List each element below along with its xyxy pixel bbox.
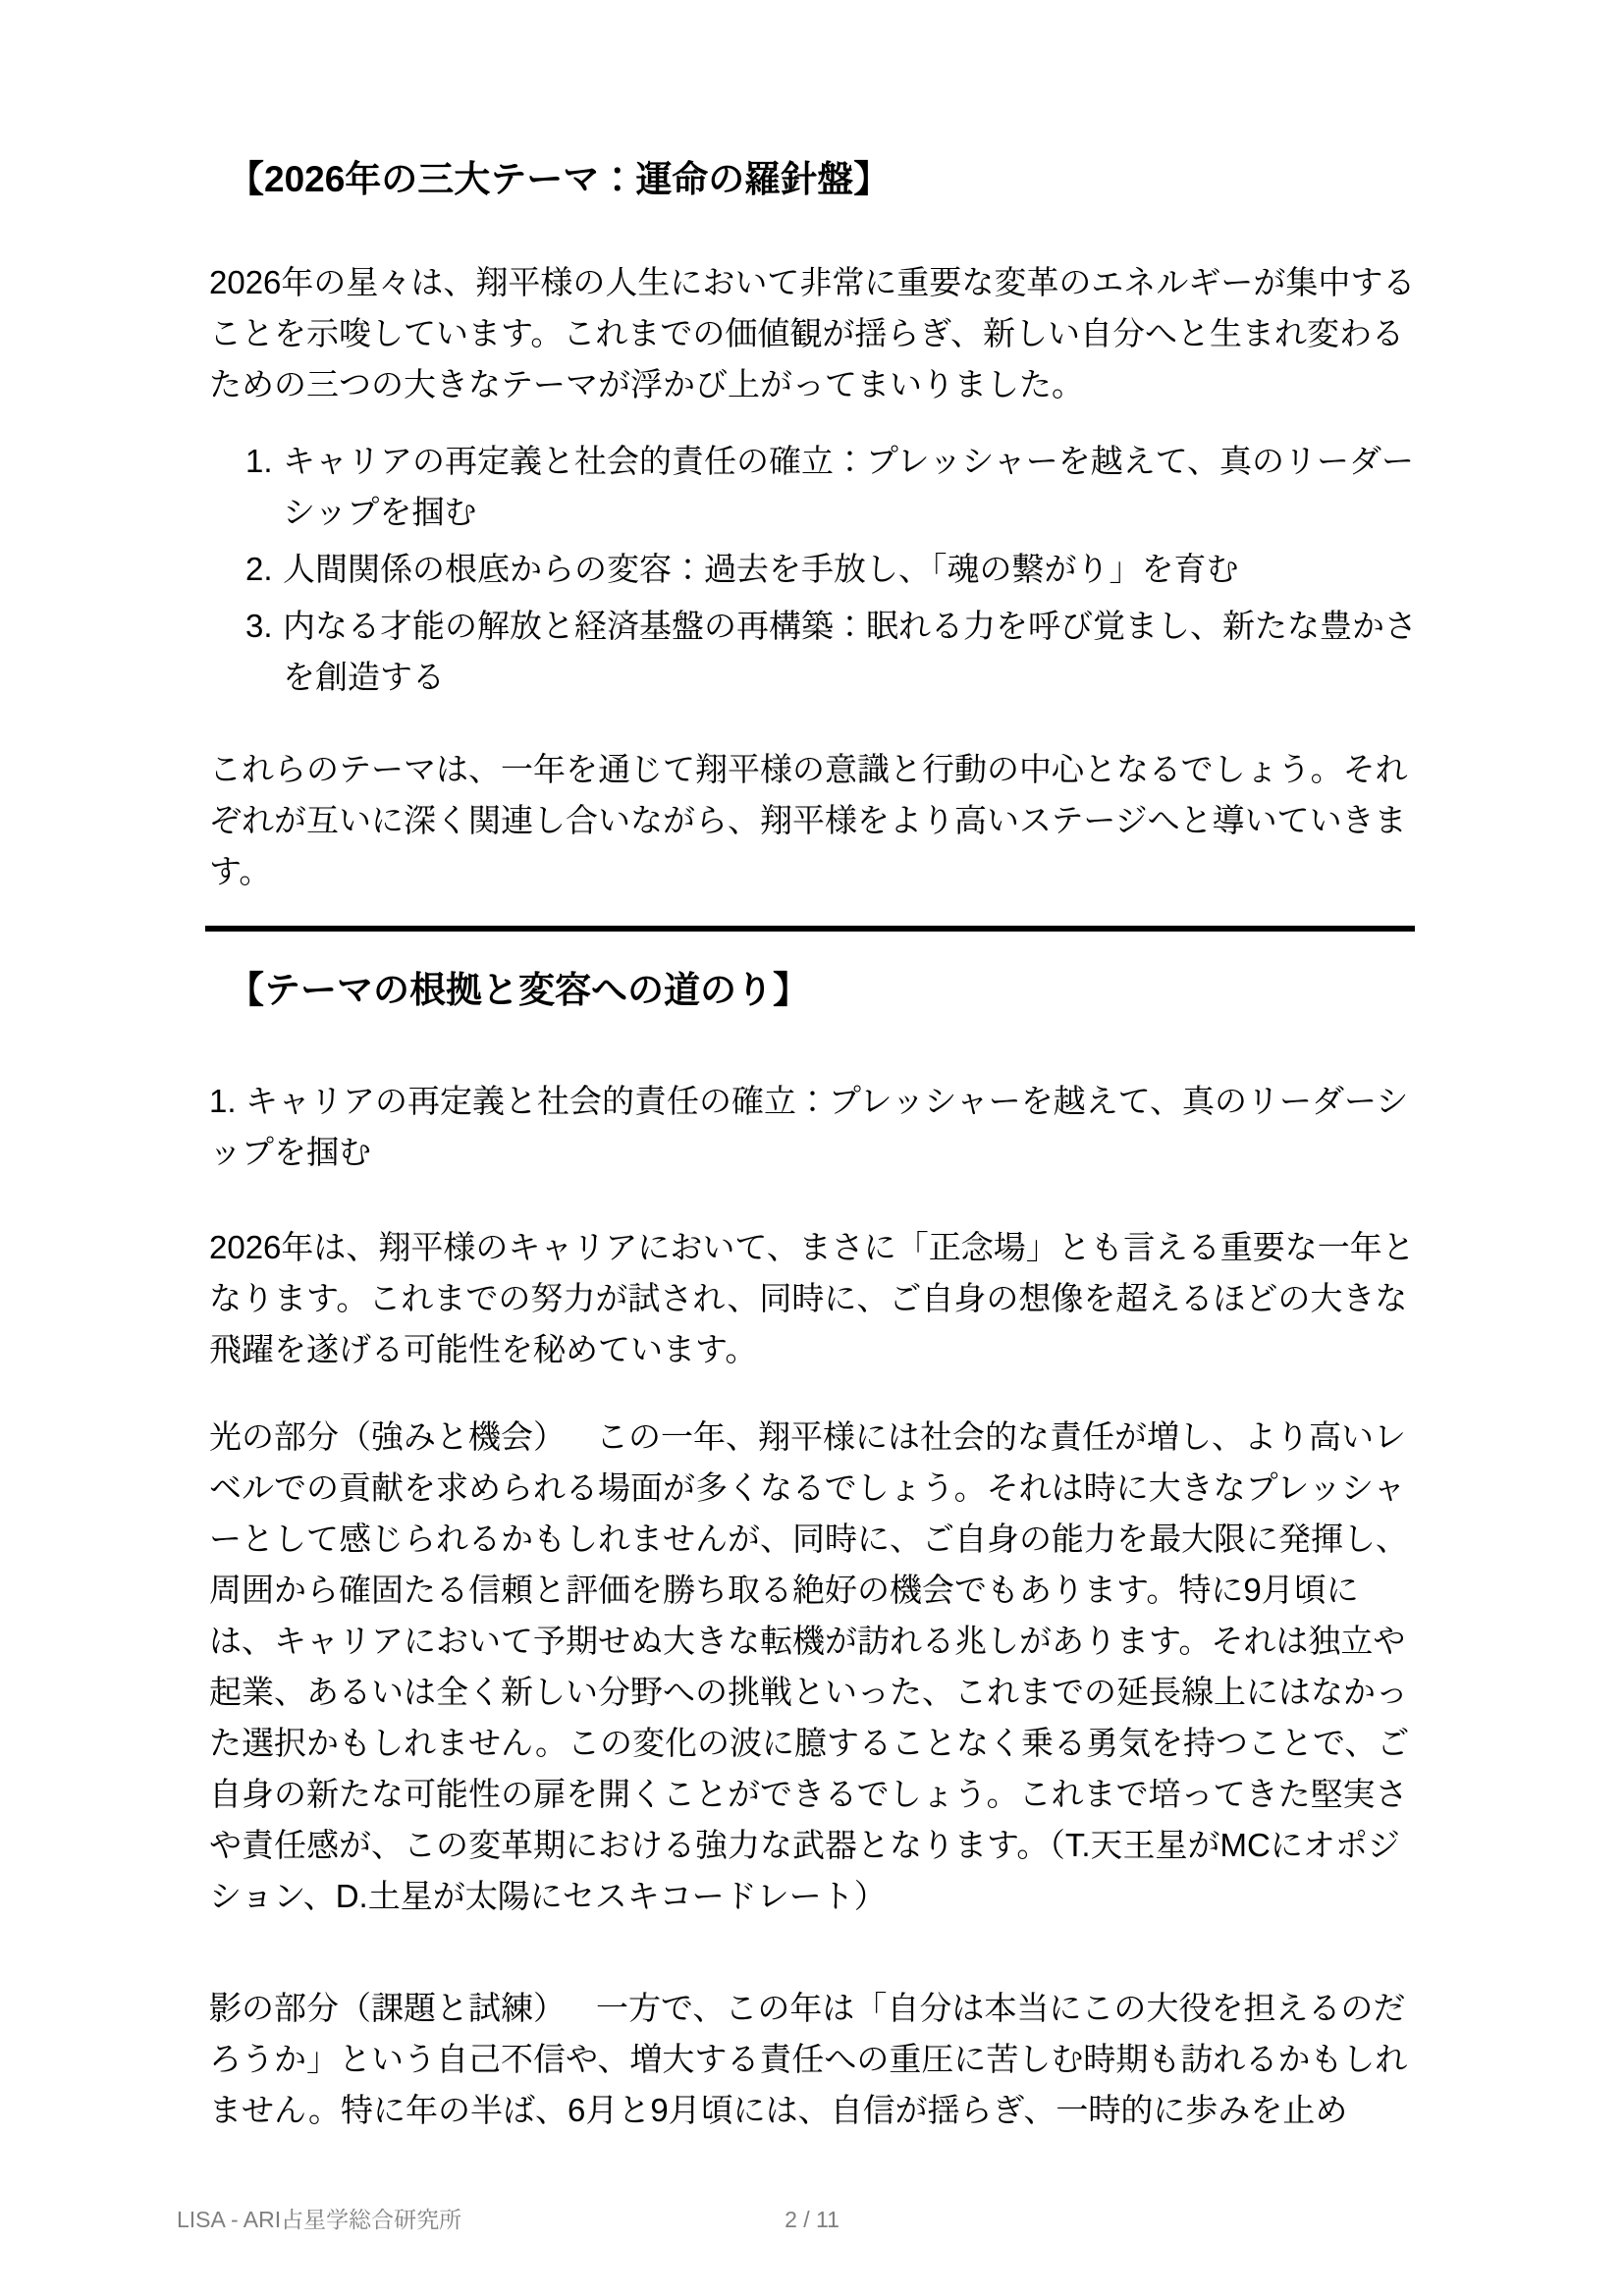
section-divider (205, 926, 1415, 932)
section2-title: 【テーマの根拠と変容への道のり】 (228, 970, 809, 1010)
subheading-text: キャリアの再定義と社会的責任の確立：プレッシャーを越えて、真のリーダーシップを掴む (209, 1083, 1409, 1170)
light-part-paragraph (209, 1412, 1419, 1922)
light-part-text: この一年、翔平様には社会的な責任が増し、より高いレベルでの貢献を求められる場面が多くなるでしょう。それは時に大きなプレッシャーとして感じられるかもしれませんが、同時に、ご自身の能力を最大限に発揮し、周囲から確固たる信頼と評価を勝ち取る絶好の機会でもあります。特に9月頃には、キャリアにおいて予期せぬ大きな転機が訪れる兆しがあります。それは独立や起業、あるいは全く新しい分野への挑戦といった、これまでの延長線上にはなかった選択かもしれません。この変化の波に臆することなく乗る勇気を持つことで、ご自身の新たな可能性の扉を開くことができるでしょう。これまで培ってきた堅実さや責任感が、この変革期における強力な武器となります。（T.天王星がMCにオポジション、D.土星が太陽にセスキコードレート） (209, 1418, 1410, 1914)
list-item (245, 601, 1419, 703)
section1-title: 【2026年の三大テーマ：運命の羅針盤】 (228, 159, 891, 199)
list-item-number: 2. (245, 551, 273, 587)
list-item (245, 544, 1419, 595)
list-item-text: キャリアの再定義と社会的責任の確立：プレッシャーを越えて、真のリーダーシップを掴む (283, 443, 1415, 530)
shadow-part-text: 一方で、この年は「自分は本当にこの大役を担えるのだろうか」という自己不信や、増大する責任への重圧に苦しむ時期も訪れるかもしれません。特に年の半ば、6月と9月頃には、自信が揺らぎ、一時的に歩みを止め (209, 1990, 1408, 2128)
page-content (209, 0, 1419, 2136)
section2-subheading (209, 1076, 1419, 1178)
list-item-text: 人間関係の根底からの変容：過去を手放し、「魂の繋がり」を育む (283, 551, 1239, 587)
footer-source-label: LISA - ARI占星学総合研究所 (177, 2207, 462, 2232)
footer-page-number: 2 / 11 (785, 2207, 839, 2232)
list-item-text: 内なる才能の解放と経済基盤の再構築：眠れる力を呼び覚まし、新たな豊かさを創造する (283, 608, 1417, 695)
shadow-part-paragraph (209, 1983, 1419, 2136)
shadow-part-label: 影の部分（課題と試練） (209, 1990, 566, 2026)
section2-paragraph-1: 2026年は、翔平様のキャリアにおいて、まさに「正念場」とも言える重要な一年となります。これまでの努力が試され、同時に、ご自身の想像を超えるほどの大きな飛躍を遂げる可能性を秘めています。 (209, 1229, 1415, 1367)
list-item-number: 1. (245, 443, 273, 479)
list-item-number: 3. (245, 608, 273, 644)
light-part-label: 光の部分（強みと機会） (209, 1418, 566, 1455)
section1-outro-paragraph: これらのテーマは、一年を通じて翔平様の意識と行動の中心となるでしょう。それぞれが互いに深く関連し合いながら、翔平様をより高いステージへと導いていきます。 (209, 751, 1408, 889)
subheading-number: 1. (209, 1083, 237, 1119)
list-item (245, 436, 1419, 538)
section1-intro-paragraph: 2026年の星々は、翔平様の人生において非常に重要な変革のエネルギーが集中することを示唆しています。これまでの価値観が揺らぎ、新しい自分へと生まれ変わるための三つの大きなテーマが浮かび上がってまいりました。 (209, 264, 1416, 402)
theme-list (209, 436, 1419, 703)
